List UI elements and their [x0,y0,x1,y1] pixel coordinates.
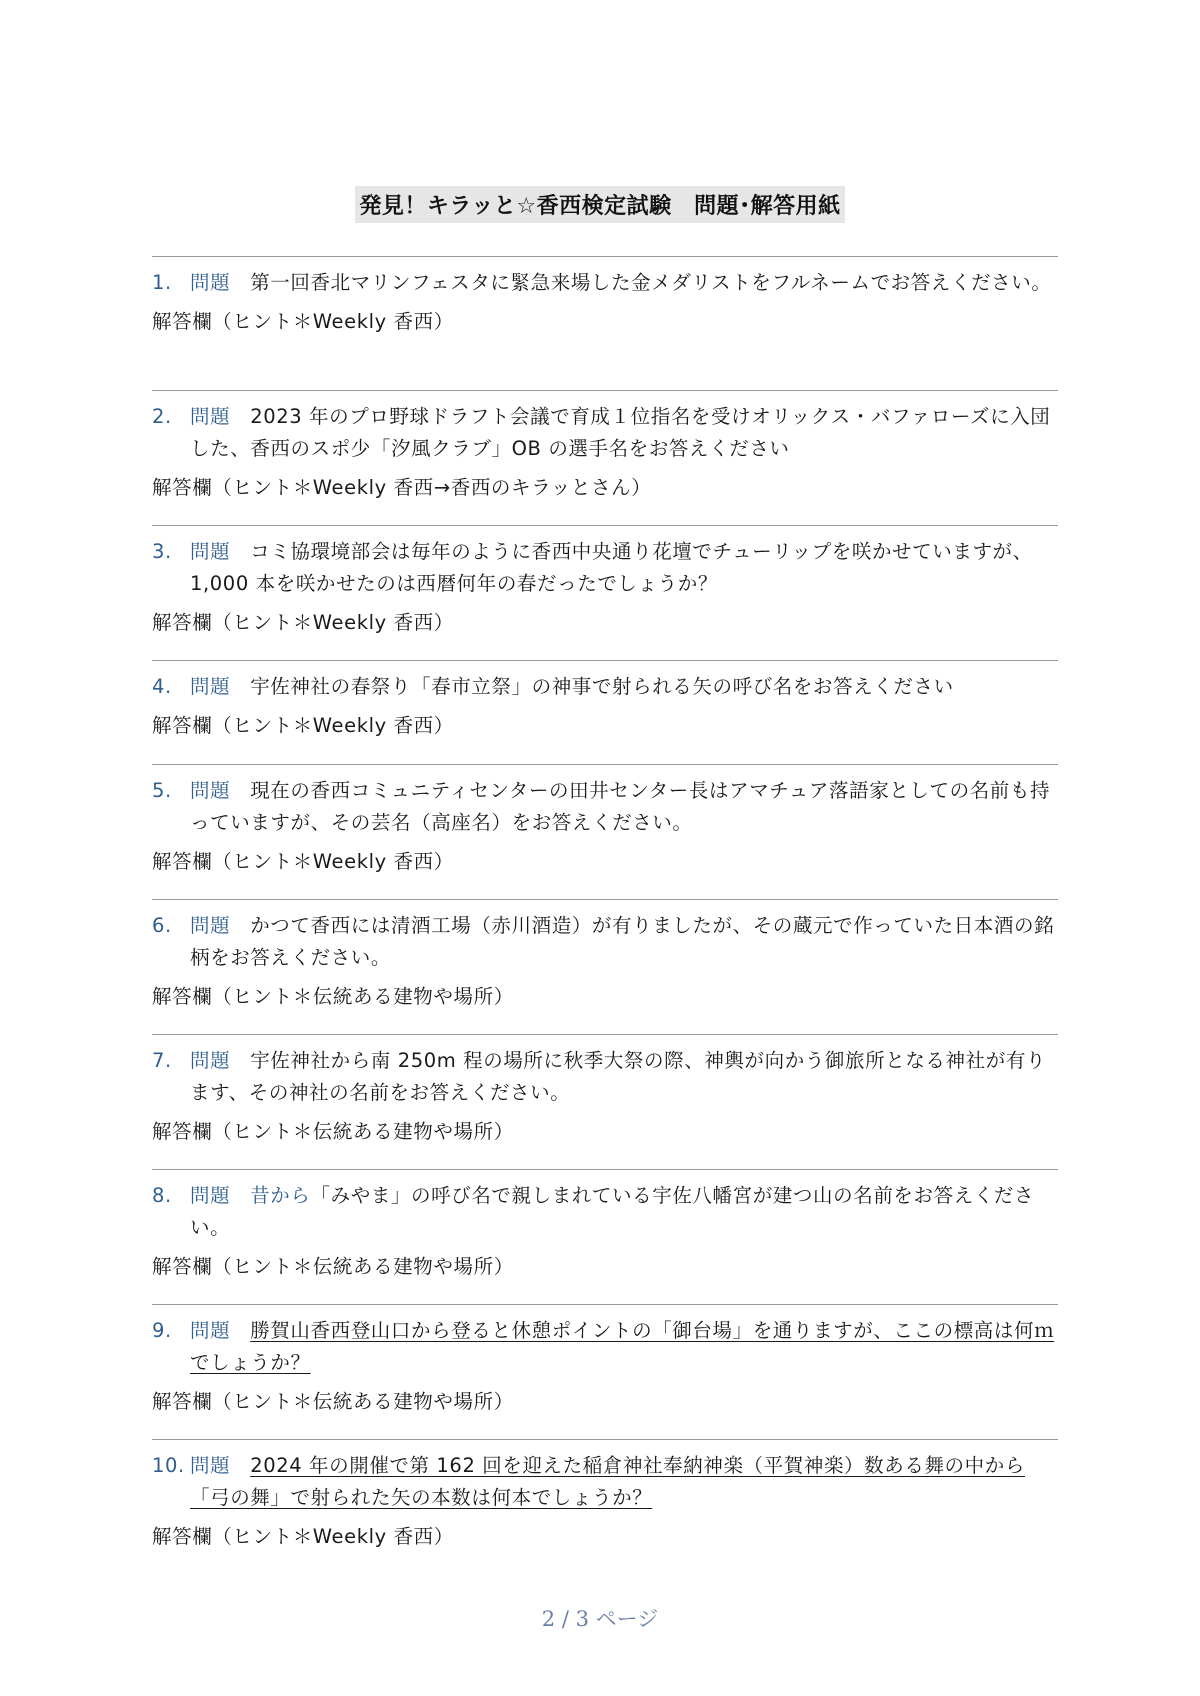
question-number: 4. [152,675,172,698]
question-label: 問題 [190,1319,231,1342]
question-label: 問題 [190,779,231,802]
question-block [152,256,1058,337]
answer-field-label: 解答欄（ヒント＊Weekly 香西） [152,611,454,634]
question-line [152,910,1058,974]
question-line [152,1045,1058,1109]
answer-field-label: 解答欄（ヒント＊伝統ある建物や場所） [152,1255,514,1278]
question-block [152,1439,1058,1552]
answer-field-label: 解答欄（ヒント＊Weekly 香西→香西のキラッとさん） [152,476,652,499]
question-block [152,1169,1058,1282]
question-number: 7. [152,1049,172,1072]
question-number: 9. [152,1319,172,1342]
question-number: 5. [152,779,172,802]
question-line [152,1450,1058,1514]
question-label: 問題 [190,1049,231,1072]
page-title: 発見！キラッと☆香西検定試験 問題･解答用紙 [355,186,844,223]
question-line [152,267,1058,299]
answer-field-label: 解答欄（ヒント＊Weekly 香西） [152,714,454,737]
question-number: 2. [152,405,172,428]
question-line [152,775,1058,839]
question-block [152,525,1058,638]
question-line [152,401,1058,465]
question-block [152,1304,1058,1417]
answer-field-label: 解答欄（ヒント＊Weekly 香西） [152,1525,454,1548]
question-number: 1. [152,271,172,294]
question-label: 問題 [190,1184,231,1207]
answer-field-label: 解答欄（ヒント＊伝統ある建物や場所） [152,1390,514,1413]
answer-field-label: 解答欄（ヒント＊Weekly 香西） [152,850,454,873]
question-text: 第一回香北マリンフェスタに緊急来場した金メダリストをフルネームでお答えください。 [250,271,1052,294]
question-block [152,1034,1058,1147]
question-label: 問題 [190,1454,231,1477]
answer-field-label: 解答欄（ヒント＊伝統ある建物や場所） [152,985,514,1008]
question-text: コミ協環境部会は毎年のように香西中央通り花壇でチューリップを咲かせていますが、1,000 本を咲かせたのは西暦何年の春だったでしょうか？ [190,540,1033,595]
question-block [152,764,1058,877]
question-number: 6. [152,914,172,937]
title-container [0,186,1200,223]
question-text: 現在の香西コミュニティセンターの田井センター長はアマチュア落語家としての名前も持っていますが、その芸名（高座名）をお答えください。 [190,779,1051,834]
question-block [152,390,1058,503]
answer-field-label: 解答欄（ヒント＊伝統ある建物や場所） [152,1120,514,1143]
question-text: 勝賀山香西登山口から登ると休憩ポイントの「御台場」を通りますが、ここの標高は何ｍでしょうか？ [190,1319,1055,1374]
question-text-rest: 「みやま」の呼び名で親しまれている宇佐八幡宮が建つ山の名前をお答えください。 [190,1184,1035,1239]
question-block [152,899,1058,1012]
question-label: 問題 [190,914,231,937]
question-number: 8. [152,1184,172,1207]
question-text: 2023 年のプロ野球ドラフト会議で育成１位指名を受けオリックス・バファローズに入団した、香西のスポ少「汐風クラブ」OB の選手名をお答えください [190,405,1051,460]
question-line [152,536,1058,600]
question-label: 問題 [190,675,231,698]
question-text [190,1184,1034,1239]
question-label: 問題 [190,405,231,428]
page-number-footer: 2 / 3 ページ [541,1607,659,1631]
question-number: 10. [152,1454,185,1477]
question-text-highlight: 昔から [250,1184,311,1207]
question-label: 問題 [190,540,231,563]
question-line [152,1315,1058,1379]
question-label: 問題 [190,271,231,294]
question-number: 3. [152,540,172,563]
question-text: 2024 年の開催で第 162 回を迎えた稲倉神社奉納神楽（平賀神楽）数ある舞の中から「弓の舞」で射られた矢の本数は何本でしょうか？ [190,1454,1025,1509]
question-text: 宇佐神社の春祭り「春市立祭」の神事で射られる矢の呼び名をお答えください [250,675,954,698]
question-text: かつて香西には清酒工場（赤川酒造）が有りましたが、その蔵元で作っていた日本酒の銘柄をお答えください。 [190,914,1055,969]
question-line [152,1180,1058,1244]
question-block [152,660,1058,741]
question-text: 宇佐神社から南 250m 程の場所に秋季大祭の際、神輿が向かう御旅所となる神社が有ります、その神社の名前をお答えください。 [190,1049,1047,1104]
answer-field-label: 解答欄（ヒント＊Weekly 香西） [152,310,454,333]
question-line [152,671,1058,703]
